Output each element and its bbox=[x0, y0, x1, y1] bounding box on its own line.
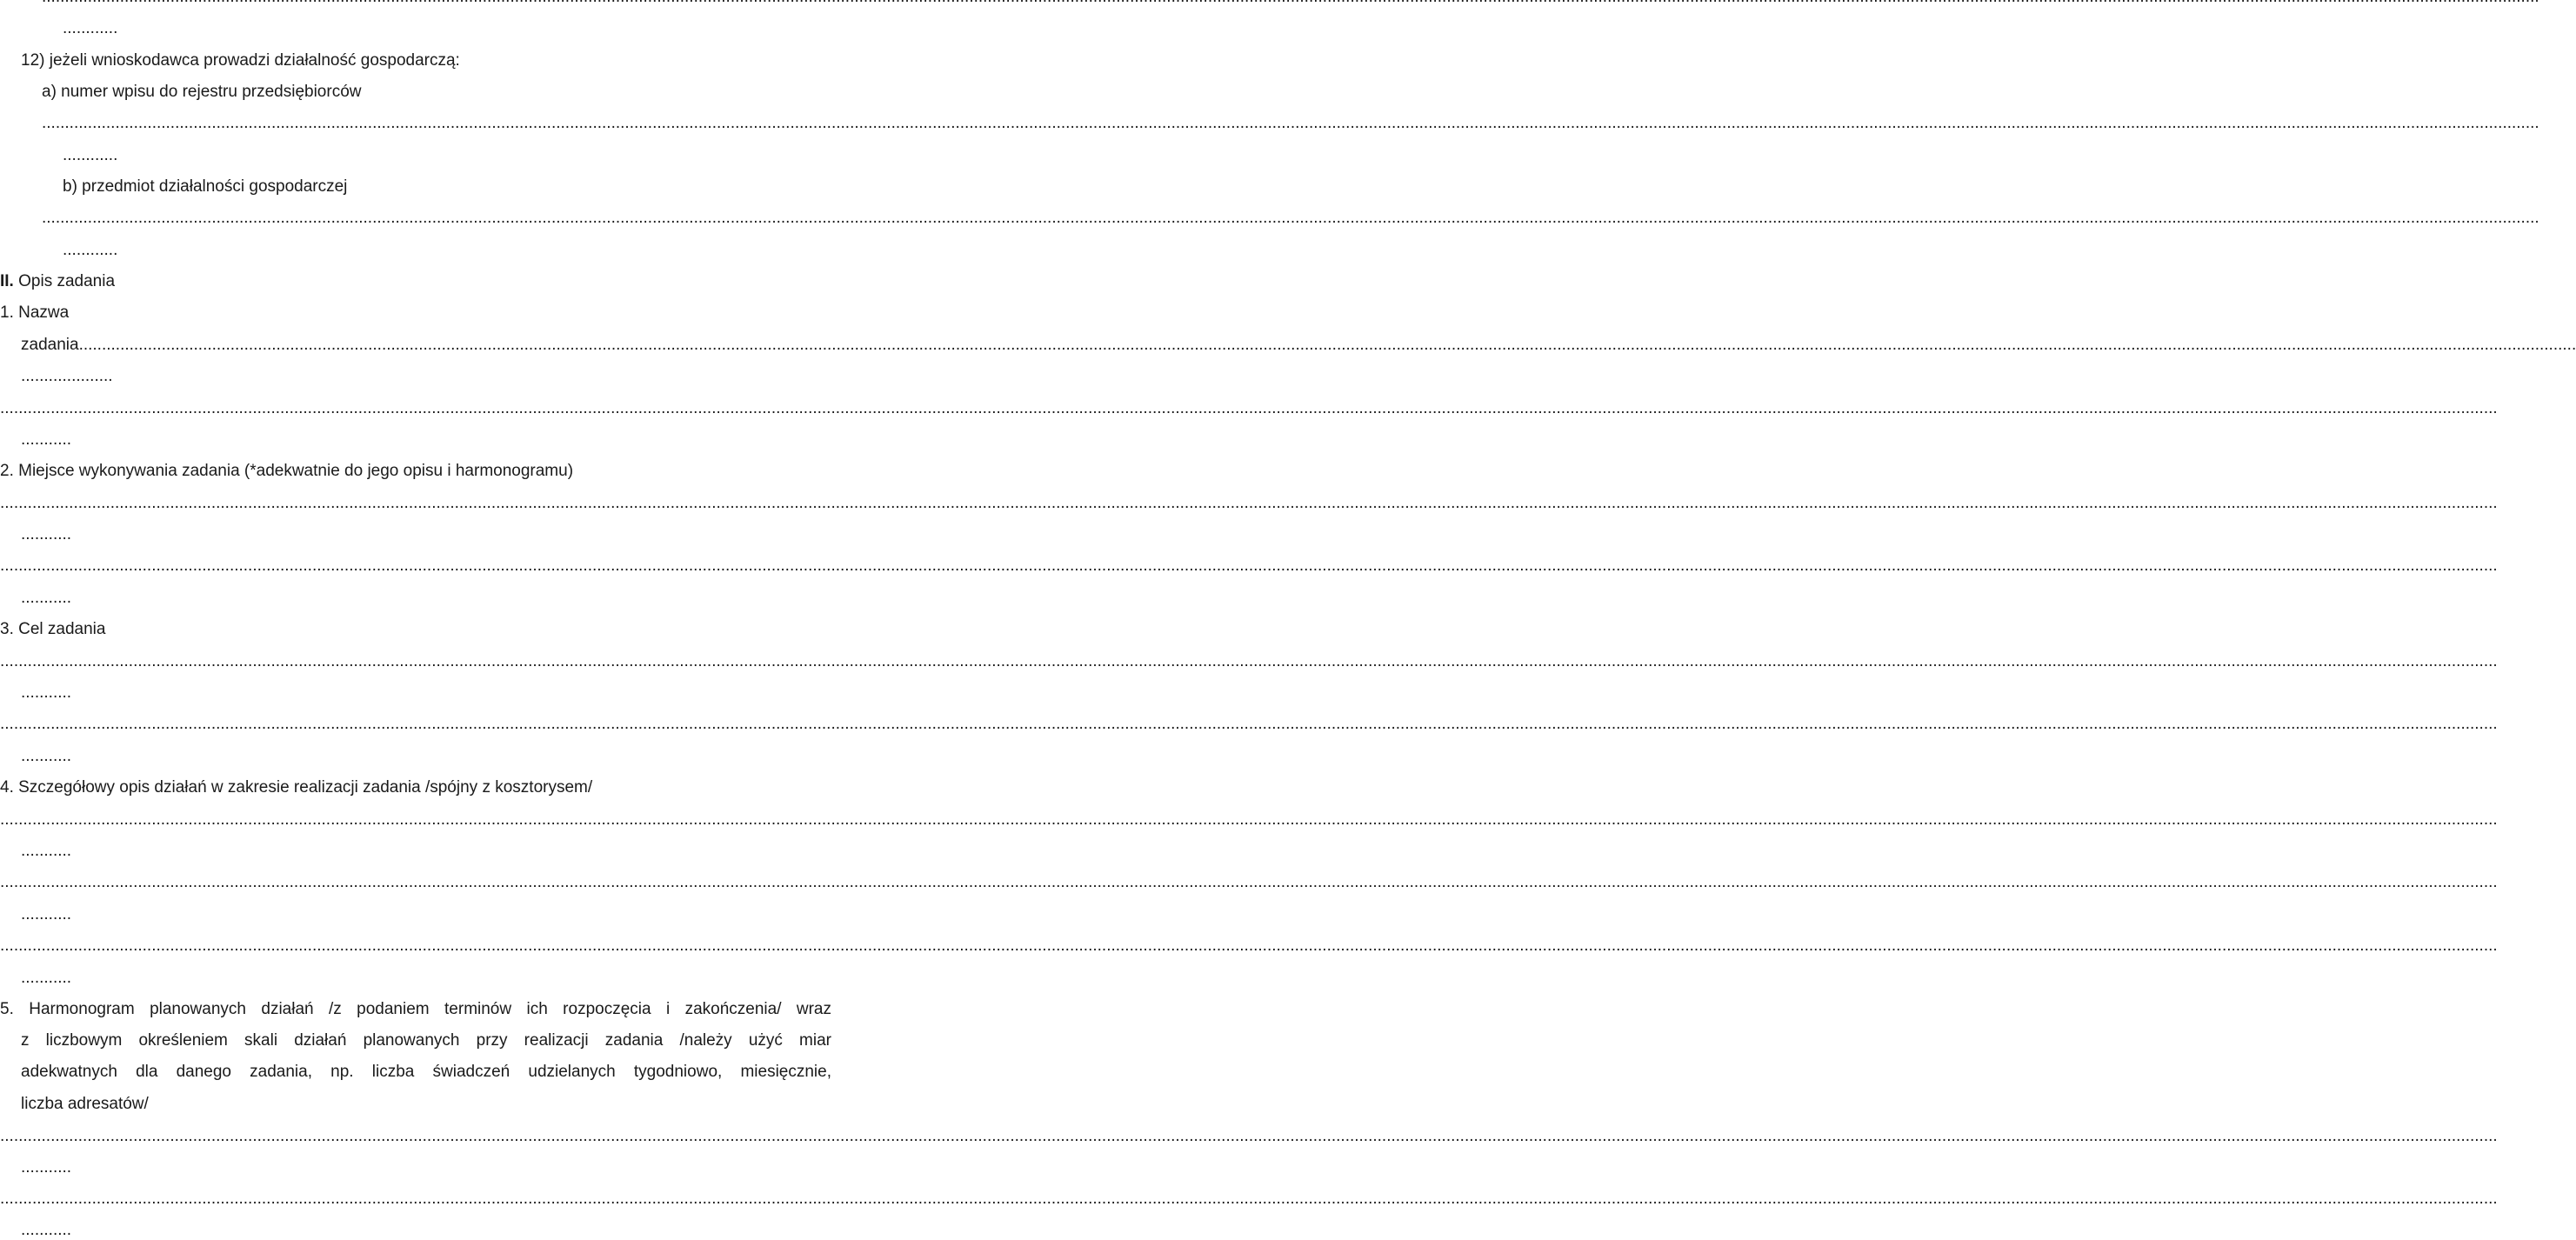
answer-dots-line: .................... bbox=[21, 367, 113, 385]
answer-dots-line: ................................................................................................................................................................................................................................................................................................................................................................................................................................................................................................................................................................ bbox=[78, 336, 2576, 354]
answer-dots-line: ................................................................................................................................................................................................................................................................................................................................................................................................................................................................................................................................................................ bbox=[0, 1190, 2498, 1208]
answer-dots-line: ................................................................................................................................................................................................................................................................................................................................................................................................................................................................................................................................................................ bbox=[0, 652, 2498, 670]
item-12b-label: b) przedmiot działalności gospodarczej bbox=[63, 177, 348, 196]
item-5-label-line-2: z liczbowym określeniem skali działań planowanych przy realizacji zadania /należy użyć miar bbox=[21, 1031, 831, 1050]
answer-dots-line: ................................................................................................................................................................................................................................................................................................................................................................................................................................................................................................................................................................ bbox=[0, 937, 2498, 955]
answer-dots-line: ................................................................................................................................................................................................................................................................................................................................................................................................................................................................................................................................................................ bbox=[0, 399, 2498, 417]
item-4-label: 4. Szczegółowy opis działań w zakresie realizacji zadania /spójny z kosztorysem/ bbox=[0, 778, 593, 797]
item-1-label-continued bbox=[21, 336, 2576, 355]
item-1-label: 1. Nazwa bbox=[0, 303, 70, 322]
answer-dots-line bbox=[42, 0, 830, 7]
answer-dots-line: ............ bbox=[63, 19, 118, 37]
answer-dots-line: ................................................................................................................................................................................................................................................................................................................................................................................................................................................................................................................................................................ bbox=[0, 810, 2498, 829]
answer-dots-line: ................................................................................................................................................................................................................................................................................................................................................................................................................................................................................................................................................................ bbox=[0, 715, 2498, 733]
answer-dots-line: ........... bbox=[21, 430, 72, 449]
answer-dots-line: ............ bbox=[63, 146, 118, 164]
answer-dots-line: ........... bbox=[21, 1221, 72, 1239]
answer-dots-line: ........... bbox=[21, 525, 72, 543]
answer-dots-line: ................................................................................................................................................................................................................................................................................................................................................................................................................................................................................................................................................................ bbox=[42, 114, 2539, 132]
section-ii-heading bbox=[0, 272, 115, 291]
item-5-label-line-1: 5. Harmonogram planowanych działań /z podaniem terminów ich rozpoczęcia i zakończenia/ wraz bbox=[0, 1000, 831, 1018]
answer-dots-line: ........... bbox=[21, 589, 72, 607]
section-roman-numeral: II. bbox=[0, 272, 14, 290]
answer-dots-line: ................................................................................................................................................................................................................................................................................................................................................................................................................................................................................................................................................................ bbox=[0, 494, 2498, 512]
answer-dots-line: ................................................................................................................................................................................................................................................................................................................................................................................................................................................................................................................................................................ bbox=[0, 873, 2498, 891]
answer-dots-line: ........... bbox=[21, 905, 72, 923]
answer-dots-line: ........... bbox=[21, 683, 72, 702]
answer-dots-line: ................................................................................................................................................................................................................................................................................................................................................................................................................................................................................................................................................................ bbox=[0, 557, 2498, 575]
answer-dots-line: ................................................................................................................................................................................................................................................................................................................................................................................................................................................................................................................................................................ bbox=[42, 209, 2539, 227]
item-5-label-line-4: liczba adresatów/ bbox=[21, 1095, 149, 1113]
item-5-label-line-3: adekwatnych dla danego zadania, np. liczba świadczeń udzielanych tygodniowo, miesięcznie, bbox=[21, 1063, 831, 1081]
answer-dots-line: ................................................................................................................................................................................................................................................................................................................................................................................................................................................................................................................................................................ bbox=[0, 1127, 2498, 1145]
answer-dots-line: ........... bbox=[21, 842, 72, 860]
item-12a-label: a) numer wpisu do rejestru przedsiębiorców bbox=[42, 83, 362, 101]
item-2-label: 2. Miejsce wykonywania zadania (*adekwatnie do jego opisu i harmonogramu) bbox=[0, 462, 574, 480]
answer-dots-line: ........... bbox=[21, 747, 72, 765]
section-12-heading: 12) jeżeli wnioskodawca prowadzi działalność gospodarczą: bbox=[21, 51, 460, 70]
answer-dots-line: ........... bbox=[21, 1158, 72, 1177]
section-title: Opis zadania bbox=[18, 272, 116, 290]
answer-dots-line: ........... bbox=[21, 969, 72, 987]
item-3-label: 3. Cel zadania bbox=[0, 620, 106, 638]
answer-dots-line: ............ bbox=[63, 241, 118, 259]
item-1-label-word: zadania bbox=[21, 336, 79, 354]
